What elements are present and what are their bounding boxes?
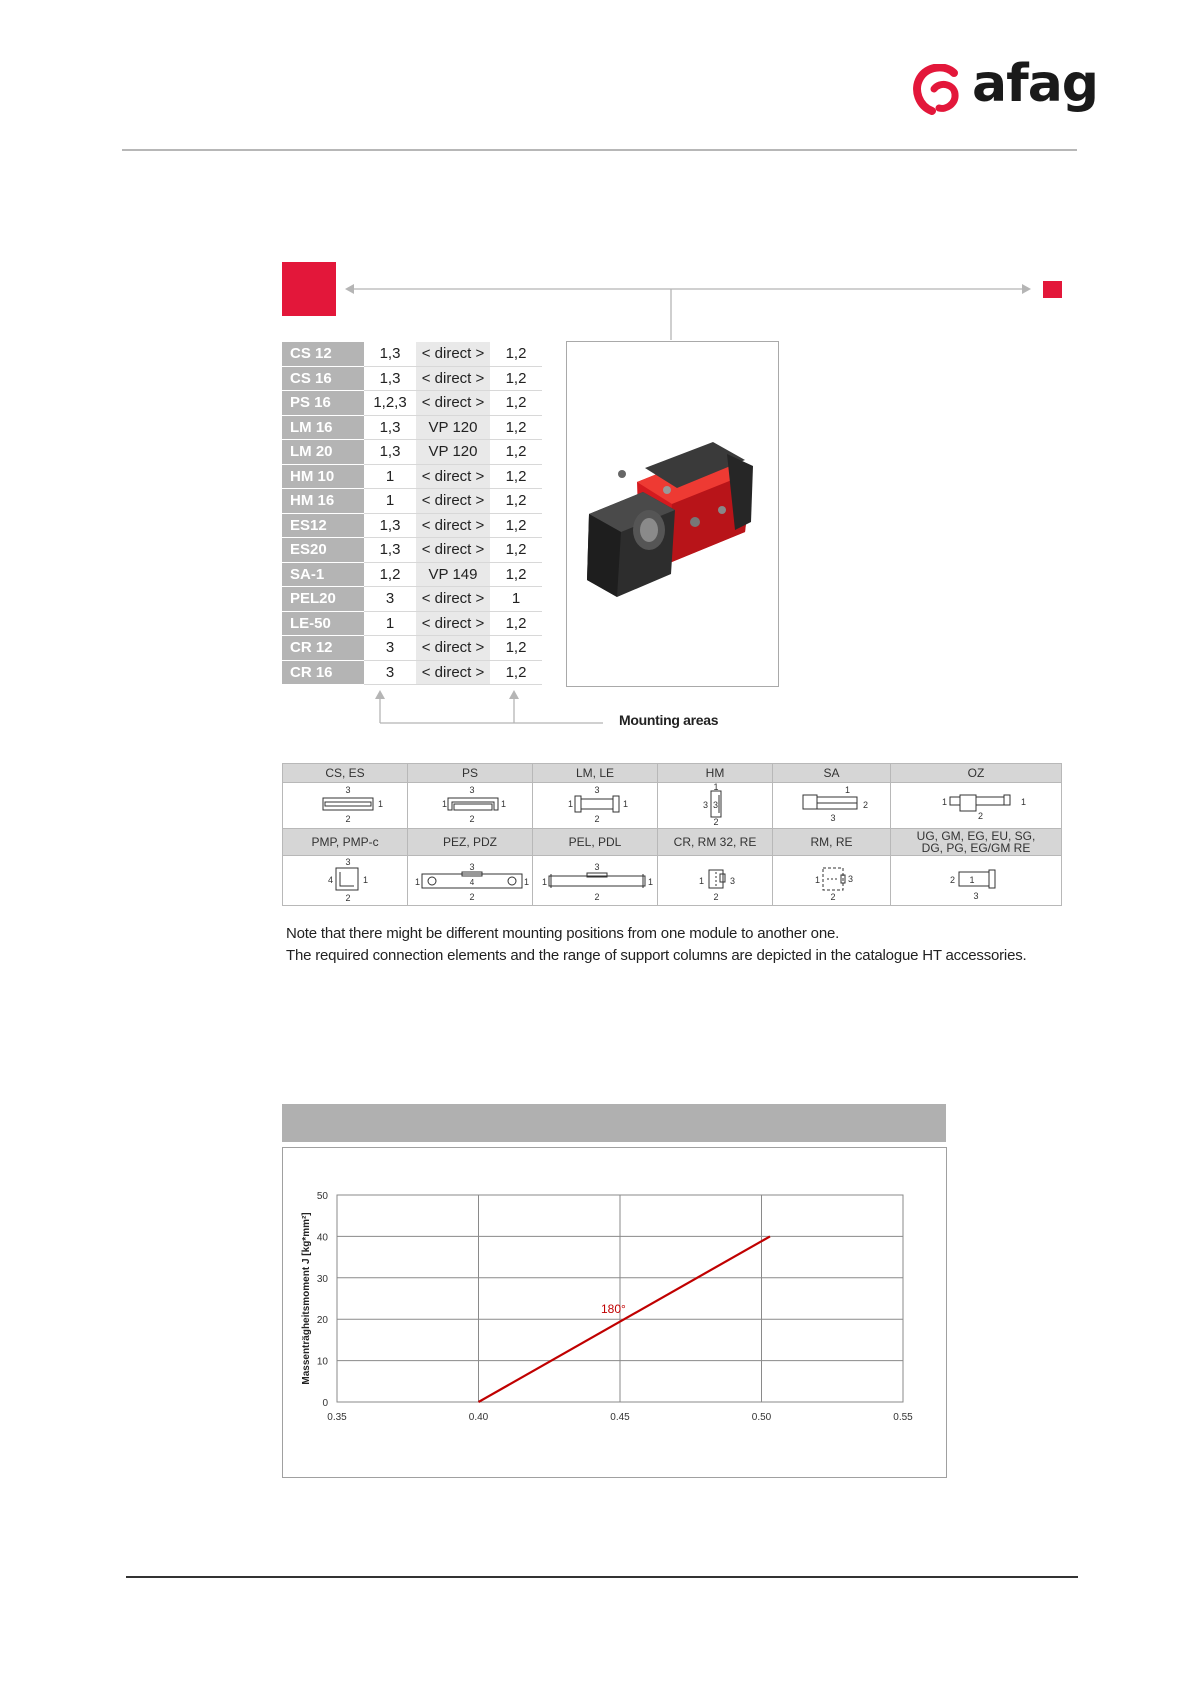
y-tick-label: 10 (316, 1356, 328, 1368)
footer-divider (126, 1576, 1078, 1578)
module-row (282, 513, 542, 538)
module-areas-b: 1 (490, 587, 542, 612)
svg-text:2: 2 (345, 893, 351, 902)
svg-text:1: 1 (501, 799, 507, 809)
svg-text:1: 1 (542, 877, 548, 887)
module-areas-b: 1,2 (490, 489, 542, 514)
afag-swirl-icon (910, 64, 968, 116)
module-name: CR 12 (282, 636, 364, 661)
svg-text:3: 3 (345, 785, 351, 795)
svg-text:1: 1 (844, 785, 850, 795)
module-row (282, 489, 542, 514)
module-areas-a: 3 (364, 660, 416, 685)
module-areas-a: 1,3 (364, 342, 416, 366)
x-tick-label: 0.45 (610, 1412, 630, 1423)
positions-diagram-row (283, 783, 1062, 829)
svg-text:1: 1 (623, 799, 629, 809)
svg-text:4: 4 (328, 875, 334, 885)
module-connection: < direct > (416, 587, 490, 612)
module-areas-a: 1,2,3 (364, 391, 416, 416)
module-connection: < direct > (416, 660, 490, 685)
module-row (282, 342, 542, 366)
svg-text:2: 2 (469, 814, 475, 824)
module-connection: VP 120 (416, 415, 490, 440)
module-connection: < direct > (416, 391, 490, 416)
end-marker (1043, 281, 1062, 298)
module-name: PS 16 (282, 391, 364, 416)
module-connection: < direct > (416, 538, 490, 563)
position-label: HM (658, 764, 773, 783)
module-connection: < direct > (416, 611, 490, 636)
module-areas-b: 1,2 (490, 538, 542, 563)
positions-label-row (283, 829, 1062, 856)
svg-text:3: 3 (703, 800, 709, 810)
module-areas-b: 1,2 (490, 636, 542, 661)
svg-text:3: 3 (594, 862, 600, 872)
svg-text:2: 2 (713, 892, 719, 902)
svg-text:1: 1 (814, 875, 820, 885)
pez-pdz-diagram (408, 856, 533, 906)
inertia-chart (283, 1148, 946, 1477)
module-name: HM 10 (282, 464, 364, 489)
cr-rm-diagram (658, 856, 773, 906)
module-connection: < direct > (416, 464, 490, 489)
module-name: LM 16 (282, 415, 364, 440)
module-name: CS 16 (282, 366, 364, 391)
position-label: PS (408, 764, 533, 783)
y-tick-label: 20 (316, 1315, 328, 1327)
module-areas-a: 3 (364, 587, 416, 612)
module-name: LE-50 (282, 611, 364, 636)
svg-text:2: 2 (978, 811, 984, 821)
svg-text:1: 1 (713, 783, 719, 792)
module-name: CS 12 (282, 342, 364, 366)
svg-text:2: 2 (594, 814, 600, 824)
chart-title-bar (282, 1104, 946, 1142)
module-name: CR 16 (282, 660, 364, 685)
module-table (282, 342, 542, 685)
position-label: PEL, PDL (533, 829, 658, 856)
module-row (282, 538, 542, 563)
svg-text:2: 2 (862, 800, 868, 810)
svg-text:2: 2 (469, 892, 475, 902)
svg-text:1: 1 (415, 877, 421, 887)
svg-text:3: 3 (973, 891, 979, 901)
module-connection: < direct > (416, 636, 490, 661)
module-connection: VP 120 (416, 440, 490, 465)
module-areas-a: 1 (364, 489, 416, 514)
module-areas-b: 1,2 (490, 562, 542, 587)
module-areas-b: 1,2 (490, 611, 542, 636)
y-tick-label: 50 (316, 1191, 328, 1202)
note-line-2: The required connection elements and the range of support columns are depicted in the catalogue HT accessories. (286, 947, 1027, 964)
svg-text:3: 3 (469, 785, 475, 795)
svg-text:2: 2 (829, 892, 836, 902)
module-areas-a: 1 (364, 464, 416, 489)
x-tick-label: 0.55 (893, 1412, 913, 1423)
x-tick-label: 0.40 (468, 1412, 489, 1423)
module-areas-b: 1,2 (490, 513, 542, 538)
module-name: ES20 (282, 538, 364, 563)
svg-text:3: 3 (829, 813, 836, 823)
module-areas-a: 1,3 (364, 440, 416, 465)
svg-text:1: 1 (942, 797, 948, 807)
svg-text:3: 3 (469, 862, 475, 872)
module-connection: < direct > (416, 513, 490, 538)
position-label: SA (773, 764, 891, 783)
lm-le-diagram (533, 783, 658, 829)
module-areas-b: 1,2 (490, 391, 542, 416)
positions-diagram-row (283, 856, 1062, 906)
svg-text:2: 2 (594, 892, 600, 902)
y-tick-label: 40 (316, 1232, 328, 1244)
module-name: PEL20 (282, 587, 364, 612)
svg-text:3: 3 (345, 857, 351, 867)
position-label: CR, RM 32, RE (658, 829, 773, 856)
module-name: SA-1 (282, 562, 364, 587)
pmp-diagram (283, 856, 408, 906)
module-row (282, 366, 542, 391)
module-connection: < direct > (416, 489, 490, 514)
rotary-module-image (567, 342, 778, 686)
mounting-area-arrows (368, 690, 608, 726)
svg-text:3: 3 (713, 800, 719, 810)
y-tick-label: 30 (316, 1273, 328, 1285)
module-areas-b: 1,2 (490, 342, 542, 366)
svg-text:3: 3 (594, 785, 600, 795)
position-label: LM, LE (533, 764, 658, 783)
cs-es-diagram (283, 783, 408, 829)
svg-text:1: 1 (363, 875, 369, 885)
module-areas-b: 1,2 (490, 660, 542, 685)
svg-text:3: 3 (847, 874, 853, 884)
svg-text:2: 2 (713, 817, 719, 825)
pel-pdl-diagram (533, 856, 658, 906)
module-areas-a: 1,3 (364, 513, 416, 538)
note-line-1: Note that there might be different mounting positions from one module to another one. (286, 925, 840, 942)
svg-text:3: 3 (730, 876, 736, 886)
svg-text:1: 1 (378, 799, 384, 809)
module-row (282, 440, 542, 465)
position-label: PMP, PMP-c (283, 829, 408, 856)
logo-text: afag (972, 54, 1099, 114)
ps-diagram (408, 783, 533, 829)
y-axis-label: Massenträgheitsmoment J [kg*mm²] (301, 1212, 312, 1385)
svg-text:1: 1 (648, 877, 654, 887)
module-row (282, 415, 542, 440)
hm-diagram (658, 783, 773, 829)
module-name: ES12 (282, 513, 364, 538)
module-areas-a: 1 (364, 611, 416, 636)
position-label: CS, ES (283, 764, 408, 783)
svg-text:2: 2 (345, 814, 351, 824)
module-connection: < direct > (416, 366, 490, 391)
mounting-positions-table (282, 763, 1062, 906)
module-name: LM 20 (282, 440, 364, 465)
product-photo (566, 341, 779, 687)
position-label: UG, GM, EG, EU, SG, DG, PG, EG/GM RE (891, 829, 1062, 856)
header-divider (122, 149, 1077, 151)
module-row (282, 636, 542, 661)
module-connection: < direct > (416, 342, 490, 366)
series-label: 180° (601, 1302, 626, 1316)
oz-diagram (891, 783, 1062, 829)
chart-frame (282, 1147, 947, 1478)
module-areas-a: 3 (364, 636, 416, 661)
x-tick-label: 0.50 (751, 1412, 772, 1423)
svg-text:1: 1 (1021, 797, 1027, 807)
module-areas-a: 1,2 (364, 562, 416, 587)
svg-text:1: 1 (524, 877, 530, 887)
module-row (282, 587, 542, 612)
module-areas-b: 1,2 (490, 415, 542, 440)
section-marker (282, 262, 336, 316)
svg-text:1: 1 (442, 799, 448, 809)
y-tick-label: 0 (322, 1398, 328, 1409)
svg-text:1: 1 (969, 875, 975, 885)
svg-text:2: 2 (950, 875, 956, 885)
dimension-arrow (345, 272, 1045, 342)
position-label: RM, RE (773, 829, 891, 856)
svg-text:1: 1 (568, 799, 574, 809)
x-tick-label: 0.35 (327, 1412, 347, 1423)
module-areas-b: 1,2 (490, 440, 542, 465)
position-label: OZ (891, 764, 1062, 783)
svg-text:1: 1 (699, 876, 705, 886)
module-areas-a: 1,3 (364, 538, 416, 563)
sa-diagram (773, 783, 891, 829)
module-row (282, 660, 542, 685)
module-row (282, 562, 542, 587)
position-label: PEZ, PDZ (408, 829, 533, 856)
module-areas-b: 1,2 (490, 366, 542, 391)
module-connection: VP 149 (416, 562, 490, 587)
module-row (282, 464, 542, 489)
module-name: HM 16 (282, 489, 364, 514)
rm-re-diagram (773, 856, 891, 906)
module-areas-a: 1,3 (364, 415, 416, 440)
module-areas-a: 1,3 (364, 366, 416, 391)
mounting-areas-label: Mounting areas (619, 712, 719, 728)
afag-logo (910, 54, 1099, 120)
module-areas-b: 1,2 (490, 464, 542, 489)
ug-gm-diagram (891, 856, 1062, 906)
svg-text:4: 4 (469, 878, 475, 887)
module-row (282, 391, 542, 416)
module-row (282, 611, 542, 636)
positions-label-row (283, 764, 1062, 783)
